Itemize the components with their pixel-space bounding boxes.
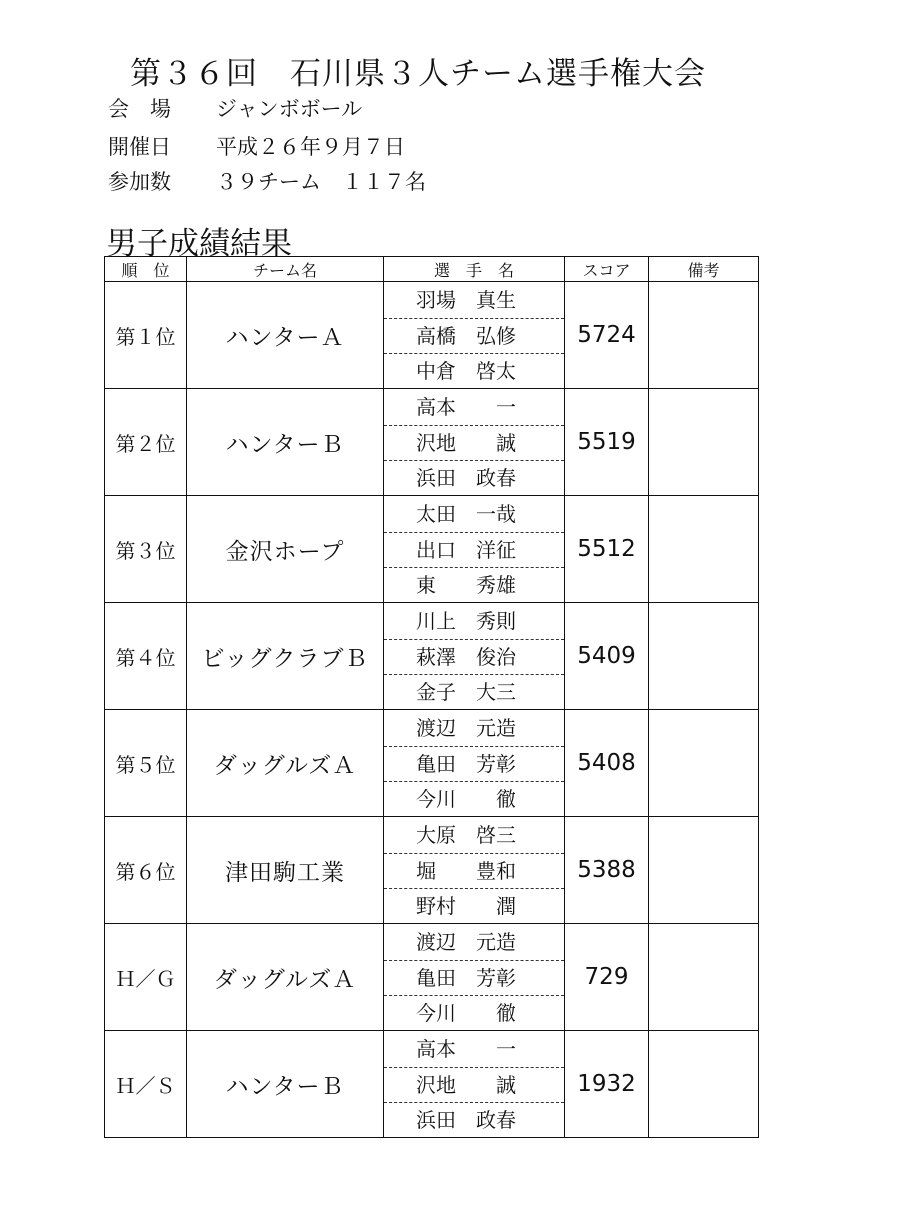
notes-cell xyxy=(649,1031,759,1138)
notes-cell xyxy=(649,389,759,496)
player-name: 川上 秀則 xyxy=(416,608,516,633)
player-name: 野村 潤 xyxy=(384,888,564,923)
participants-value: ３９チーム １１７名 xyxy=(216,170,426,194)
header-team: チーム名 xyxy=(187,257,384,282)
team-name-cell: ハンターＢ xyxy=(187,1031,384,1138)
score-cell: 5512 xyxy=(565,496,649,603)
rank-cell: 第５位 xyxy=(105,710,187,817)
rank-cell: Ｈ／Ｓ xyxy=(105,1031,187,1138)
player-name: 高本 一 xyxy=(416,394,516,419)
table-row xyxy=(105,496,759,603)
team-name-cell: ハンターＢ xyxy=(187,389,384,496)
table-row xyxy=(105,603,759,710)
notes-cell xyxy=(649,817,759,924)
player-name: 亀田 芳彰 xyxy=(384,746,564,781)
player-name: 沢地 誠 xyxy=(384,1067,564,1102)
header-players: 選 手 名 xyxy=(384,257,565,282)
player-name: 金子 大三 xyxy=(384,674,564,709)
section-title: 男子成績結果 xyxy=(106,226,292,262)
player-name: 渡辺 元造 xyxy=(416,929,516,954)
players-cell xyxy=(384,924,565,1031)
rank-cell: 第２位 xyxy=(105,389,187,496)
player-name: 渡辺 元造 xyxy=(416,715,516,740)
player-name: 沢地 誠 xyxy=(384,425,564,460)
notes-cell xyxy=(649,282,759,389)
players-cell xyxy=(384,389,565,496)
venue-label: 会 場 xyxy=(108,97,171,121)
players-cell xyxy=(384,496,565,603)
score-cell: 729 xyxy=(565,924,649,1031)
team-name-cell: ハンターＡ xyxy=(187,282,384,389)
participants-label: 参加数 xyxy=(108,170,171,194)
player-name: 出口 洋征 xyxy=(384,532,564,567)
participants-line xyxy=(108,166,426,196)
players-cell xyxy=(384,603,565,710)
team-name-cell: ビッグクラブＢ xyxy=(187,603,384,710)
team-name-cell: ダッグルズＡ xyxy=(187,710,384,817)
player-name: 浜田 政春 xyxy=(384,460,564,495)
score-cell: 5388 xyxy=(565,817,649,924)
players-cell xyxy=(384,1031,565,1138)
table-header-row xyxy=(105,257,759,282)
results-table xyxy=(104,256,759,1138)
player-name: 高本 一 xyxy=(416,1036,516,1061)
table-row xyxy=(105,1031,759,1138)
player-name: 太田 一哉 xyxy=(416,501,516,526)
notes-cell xyxy=(649,924,759,1031)
table-row xyxy=(105,710,759,817)
rank-cell: 第４位 xyxy=(105,603,187,710)
players-cell xyxy=(384,282,565,389)
venue-line xyxy=(108,93,362,123)
table-row xyxy=(105,817,759,924)
table-row xyxy=(105,924,759,1031)
players-cell xyxy=(384,710,565,817)
score-cell: 5519 xyxy=(565,389,649,496)
rank-cell: 第６位 xyxy=(105,817,187,924)
notes-cell xyxy=(649,603,759,710)
player-name: 今川 徹 xyxy=(384,781,564,816)
score-cell: 5408 xyxy=(565,710,649,817)
date-value: 平成２６年９月７日 xyxy=(216,135,405,159)
date-line xyxy=(108,131,405,161)
score-cell: 5724 xyxy=(565,282,649,389)
notes-cell xyxy=(649,710,759,817)
score-cell: 5409 xyxy=(565,603,649,710)
player-name: 今川 徹 xyxy=(384,995,564,1030)
rank-cell: 第３位 xyxy=(105,496,187,603)
table-row xyxy=(105,282,759,389)
player-name: 萩澤 俊治 xyxy=(384,639,564,674)
date-label: 開催日 xyxy=(108,135,171,159)
team-name-cell: 金沢ホープ xyxy=(187,496,384,603)
table-row xyxy=(105,389,759,496)
player-name: 浜田 政春 xyxy=(384,1102,564,1137)
venue-value: ジャンボボール xyxy=(216,97,363,121)
team-name-cell: 津田駒工業 xyxy=(187,817,384,924)
header-score: スコア xyxy=(565,257,649,282)
team-name-cell: ダッグルズＡ xyxy=(187,924,384,1031)
player-name: 亀田 芳彰 xyxy=(384,960,564,995)
player-name: 羽場 真生 xyxy=(416,287,516,312)
rank-cell: 第１位 xyxy=(105,282,187,389)
header-rank: 順 位 xyxy=(105,257,187,282)
player-name: 高橋 弘修 xyxy=(384,318,564,353)
notes-cell xyxy=(649,496,759,603)
score-cell: 1932 xyxy=(565,1031,649,1138)
player-name: 中倉 啓太 xyxy=(384,353,564,388)
player-name: 大原 啓三 xyxy=(416,822,516,847)
rank-cell: Ｈ／Ｇ xyxy=(105,924,187,1031)
player-name: 東 秀雄 xyxy=(384,567,564,602)
page-title: 第３６回 石川県３人チーム選手権大会 xyxy=(130,56,706,92)
players-cell xyxy=(384,817,565,924)
header-notes: 備考 xyxy=(649,257,759,282)
player-name: 堀 豊和 xyxy=(384,853,564,888)
